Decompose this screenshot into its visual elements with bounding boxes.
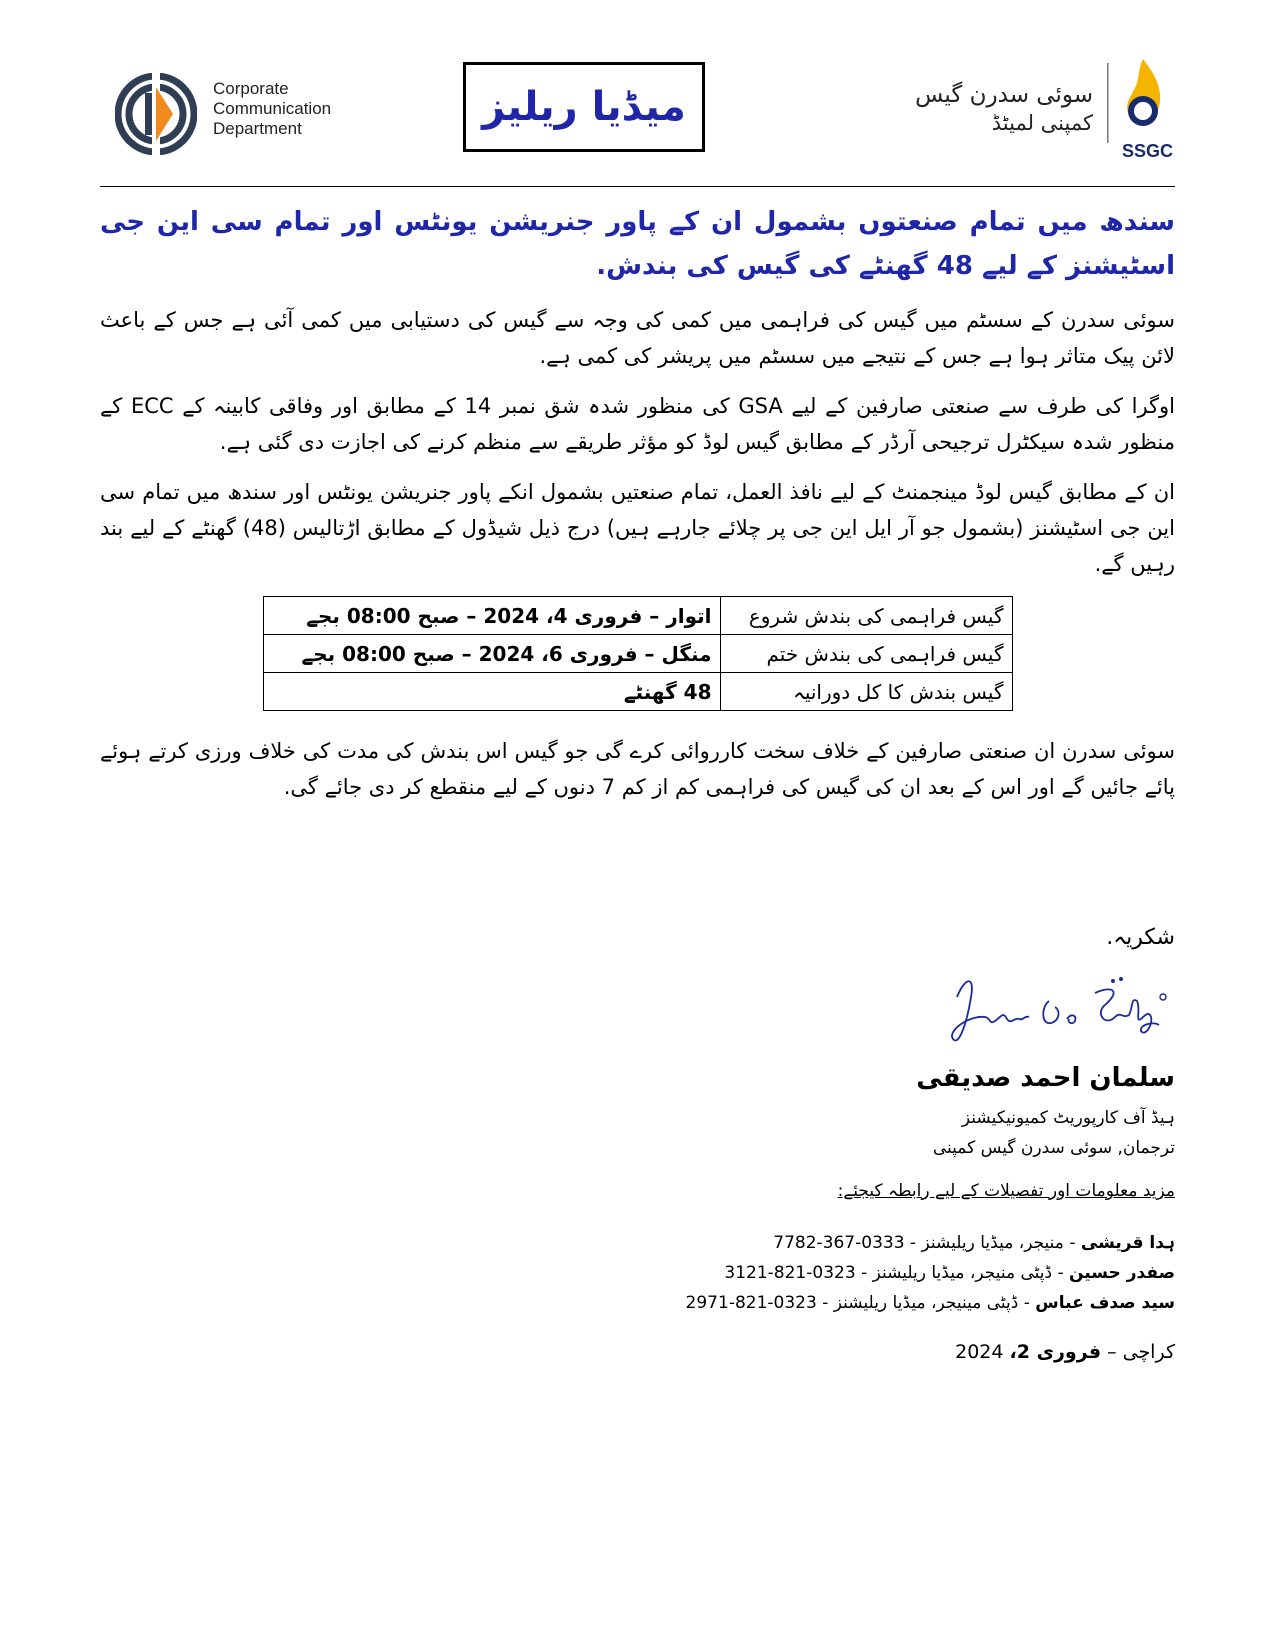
headline: سندھ میں تمام صنعتوں بشمول ان کے پاور جنریشن یونٹس اور تمام سی این جی اسٹیشنز کے لیے 48 گھنٹے کی گیس کی بندش. <box>100 207 1175 281</box>
ccd-department-name <box>213 79 331 139</box>
header-divider <box>100 186 1175 187</box>
paragraph-2: اوگرا کی طرف سے صنعتی صارفین کے لیے GSA کی منظور شدہ شق نمبر 14 کے مطابق اور وفاقی کابینہ کے ECC کے منظور شدہ سیکٹرل ترجیحی آرڈر کے مطابق گیس لوڈ کو مؤثر طریقے سے منظم کرنے کی اجازت دی گئی ہے. <box>100 394 1176 454</box>
ssgc-flame-logo-icon <box>1105 55 1175 155</box>
contact-name: ہدا قریشی <box>1080 1233 1175 1253</box>
schedule-label: گیس فراہمی کی بندش شروع <box>720 597 1012 635</box>
ssgc-urdu-line-2: کمپنی لمیٹڈ <box>991 111 1093 135</box>
list-item <box>686 1228 1175 1258</box>
thanks-text: شکریہ. <box>1106 925 1175 950</box>
dateline-date: فروری 2، <box>1009 1341 1102 1363</box>
signatory-title-line-1: ہیڈ آف کارپوریٹ کمیونیکیشنز <box>961 1108 1175 1128</box>
contact-phone: 0333-367-7782 <box>773 1233 905 1253</box>
paragraph-1: سوئی سدرن کے سسٹم میں گیس کی فراہمی میں کمی کی وجہ سے گیس کی دستیابی میں کمی آئی ہے جس کے باعث لائن پیک متاثر ہوا ہے جس کے نتیجے میں سسٹم میں پریشر کی کمی ہے. <box>100 308 1175 368</box>
ccd-line-1: Corporate <box>213 79 289 98</box>
ssgc-urdu-name <box>915 81 1093 137</box>
contact-role: - منیجر، میڈیا ریلیشنز - <box>909 1233 1076 1253</box>
contact-phone: 0323-821-2971 <box>685 1293 817 1313</box>
ccd-line-3: Department <box>213 119 302 138</box>
ssgc-urdu-line-1: سوئی سدرن گیس <box>915 82 1093 108</box>
closing-paragraph: سوئی سدرن ان صنعتی صارفین کے خلاف سخت کارروائی کرے گی جو گیس اس بندش کی مدت کی خلاف ورزی کرتے ہوئے پائے جائیں گے اور اس کے بعد ان کی گیس کی فراہمی کم از کم 7 دنوں کے لیے منقطع کر دی جائے گی. <box>100 739 1175 799</box>
letterhead <box>100 55 1175 170</box>
press-release-body <box>100 200 1175 819</box>
dateline <box>955 1341 1175 1363</box>
schedule-value: اتوار – فروری 4، 2024 – صبح 08:00 بجے <box>263 597 720 635</box>
ccd-line-2: Communication <box>213 99 332 118</box>
ccd-logo-icon <box>115 73 197 155</box>
table-row <box>263 673 1012 711</box>
contact-role: - ڈپٹی مینیجر، میڈیا ریلیشنز - <box>822 1293 1030 1313</box>
ccd-brand <box>115 73 415 163</box>
signoff-block <box>675 925 1175 1363</box>
list-item <box>686 1288 1175 1318</box>
schedule-table <box>263 596 1013 711</box>
contact-phone: 0323-821-3121 <box>724 1263 856 1283</box>
signatory-title <box>933 1103 1175 1163</box>
signatory-name: سلمان احمد صدیقی <box>916 1063 1175 1093</box>
signatory-title-line-2: ترجمان, سوئی سدرن گیس کمپنی <box>932 1138 1175 1158</box>
contact-name: سید صدف عباس <box>1035 1293 1175 1313</box>
table-row <box>263 597 1012 635</box>
paragraph-3: ان کے مطابق گیس لوڈ مینجمنٹ کے لیے نافذ العمل، تمام صنعتیں بشمول انکے پاور جنریشن یونٹس اور سندھ میں تمام سی این جی اسٹیشنز (بشمول جو آر ایل این جی پر چلائے جارہے ہیں) درج ذیل شیڈول کے مطابق اڑتالیس (48) گھنٹے کے لیے بند رہیں گے. <box>100 480 1175 576</box>
signature-icon <box>945 967 1175 1057</box>
list-item <box>686 1258 1175 1288</box>
contact-list <box>686 1228 1175 1318</box>
contact-heading: مزید معلومات اور تفصیلات کے لیے رابطہ کیجئے: <box>837 1181 1175 1201</box>
schedule-value: منگل – فروری 6، 2024 – صبح 08:00 بجے <box>263 635 720 673</box>
contact-role: - ڈپٹی منیجر، میڈیا ریلیشنز - <box>861 1263 1064 1283</box>
schedule-label: گیس بندش کا کل دورانیہ <box>720 673 1012 711</box>
ssgc-abbreviation: SSGC <box>1121 141 1173 161</box>
dateline-city: کراچی – <box>1107 1341 1175 1363</box>
contact-name: صفدر حسین <box>1069 1263 1175 1283</box>
schedule-table-wrapper <box>263 596 1013 711</box>
ssgc-brand <box>885 55 1175 167</box>
schedule-value: 48 گھنٹے <box>263 673 720 711</box>
table-row <box>263 635 1012 673</box>
schedule-label: گیس فراہمی کی بندش ختم <box>720 635 1012 673</box>
dateline-year: 2024 <box>955 1341 1004 1363</box>
media-release-title: میڈیا ریلیز <box>463 62 705 152</box>
